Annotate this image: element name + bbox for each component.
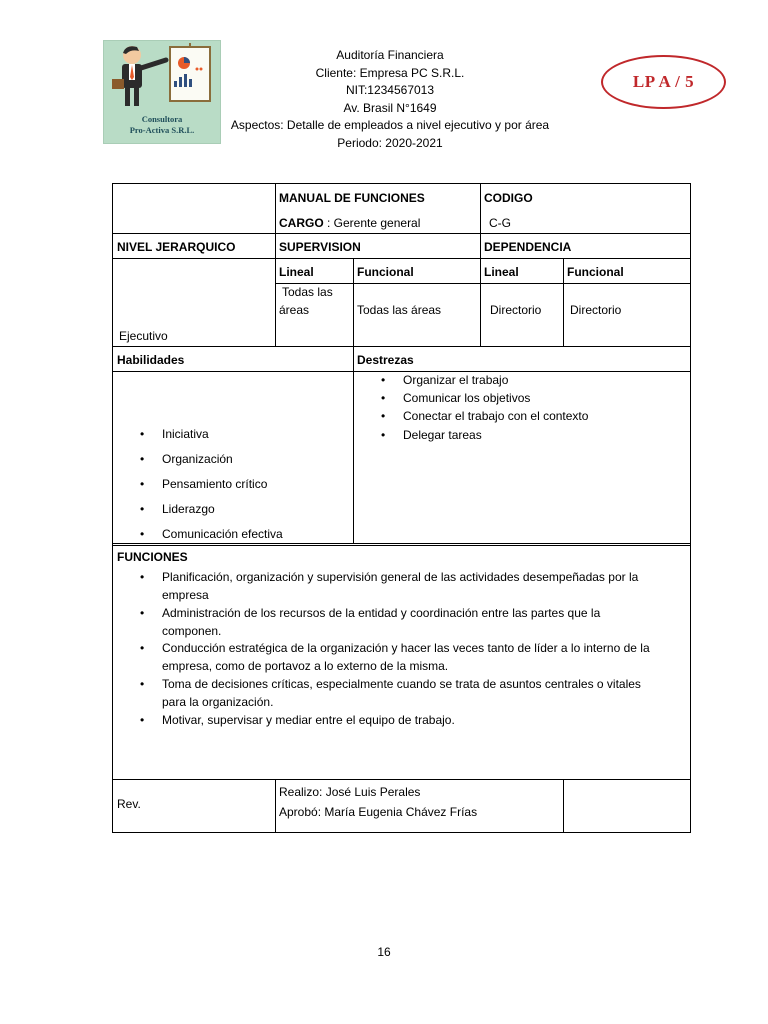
bullet: • [381,409,386,423]
table-divider [112,258,691,259]
header-client: Cliente: Empresa PC S.R.L. [315,65,465,80]
reference-stamp [601,55,726,109]
header-nit: NIT:1234567013 [345,83,435,98]
list-item-line: Administración de los recursos de la entidad y coordinación entre las partes que la [162,606,601,620]
bullet: • [140,641,145,655]
list-item [162,604,662,640]
codigo-label: CODIGO [484,191,533,205]
table-border-right [690,183,691,833]
list-item: Comunicación efectiva [162,527,283,541]
bullet: • [140,570,145,584]
supervision-lineal-value-line1: Todas las [282,285,333,299]
list-item: Organizar el trabajo [403,373,509,387]
manual-title: MANUAL DE FUNCIONES [279,191,425,205]
list-item: Iniciativa [162,427,209,441]
list-item: Conectar el trabajo con el contexto [403,409,589,423]
logo-caption-line2: Pro-Activa S.R.L. [129,125,195,135]
bullet: • [140,527,145,541]
supervision-funcional-header: Funcional [357,265,414,279]
table-border-left [112,183,113,833]
funciones-label: FUNCIONES [117,550,188,564]
table-column-divider [563,258,564,347]
list-item-line: empresa [162,588,209,602]
table-column-divider [353,258,354,347]
bullet: • [140,713,145,727]
table-column-divider [353,346,354,544]
list-item: Pensamiento crítico [162,477,268,491]
cargo-label: CARGO [279,216,324,230]
bullet: • [140,502,145,516]
dependencia-funcional-value: Directorio [570,303,622,317]
list-item: Organización [162,452,233,466]
nivel-jerarquico-label: NIVEL JERARQUICO [117,240,236,254]
list-item-line: Toma de decisiones críticas, especialmente cuando se trata de asuntos centrales o vitales [162,677,641,691]
list-item [162,568,662,604]
header-period: Periodo: 2020-2021 [337,135,443,150]
list-item-line: Planificación, organización y supervisión general de las actividades desempeñadas por la [162,570,639,584]
list-item: Comunicar los objetivos [403,391,531,405]
bullet: • [381,373,386,387]
aprobo-text: Aprobó: María Eugenia Chávez Frías [279,805,478,819]
supervision-lineal-header: Lineal [279,265,314,279]
bullet: • [140,477,145,491]
list-item-line: para la organización. [162,695,274,709]
nivel-value: Ejecutivo [119,329,168,343]
bullet: • [140,606,145,620]
bullet: • [140,452,145,466]
list-item-line: empresa, como de portavoz a lo externo de la misma. [162,659,449,673]
table-divider [112,543,691,544]
dependencia-funcional-header: Funcional [567,265,624,279]
table-divider [112,545,691,546]
bullet: • [140,427,145,441]
supervision-funcional-value: Todas las áreas [357,303,442,317]
header-address: Av. Brasil N°1649 [343,100,437,115]
rev-label: Rev. [117,797,141,811]
realizo-text: Realizo: José Luis Perales [279,785,421,799]
bullet: • [140,677,145,691]
table-border-bottom [112,832,691,833]
cargo-value: : Gerente general [323,216,421,230]
list-item-line: componen. [162,624,222,638]
supervision-lineal-value-line2: áreas [279,303,310,317]
table-column-divider [480,183,481,347]
table-border-top [112,183,691,184]
table-divider [275,283,691,284]
dependencia-lineal-header: Lineal [484,265,519,279]
header-aspects: Aspectos: Detalle de empleados a nivel ejecutivo y por área [230,118,550,133]
cargo-cell [279,216,420,230]
list-item [162,711,662,729]
dependencia-label: DEPENDENCIA [484,240,572,254]
codigo-value: C-G [489,216,511,230]
document-header [200,47,580,153]
logo-caption-line1: Consultora [141,114,183,124]
stamp-text: LP A / 5 [632,72,695,91]
destrezas-label: Destrezas [357,353,414,367]
table-divider [112,779,691,780]
dependencia-lineal-value: Directorio [490,303,542,317]
list-item-line: Motivar, supervisar y mediar entre el equipo de trabajo. [162,713,455,727]
list-item-line: Conducción estratégica de la organización y hacer las veces tanto de líder a lo interno de la [162,641,650,655]
table-divider [112,346,691,347]
supervision-label: SUPERVISION [279,240,361,254]
list-item: Delegar tareas [403,428,482,442]
list-item [162,639,662,675]
table-divider [112,233,691,234]
page-number: 16 [377,945,391,959]
bullet: • [381,391,386,405]
habilidades-label: Habilidades [117,353,185,367]
table-column-divider [563,779,564,833]
bullet: • [381,428,386,442]
table-column-divider [275,183,276,347]
list-item: Liderazgo [162,502,215,516]
list-item [162,675,662,711]
table-divider [112,371,691,372]
table-column-divider [275,779,276,833]
header-title: Auditoría Financiera [336,48,444,62]
